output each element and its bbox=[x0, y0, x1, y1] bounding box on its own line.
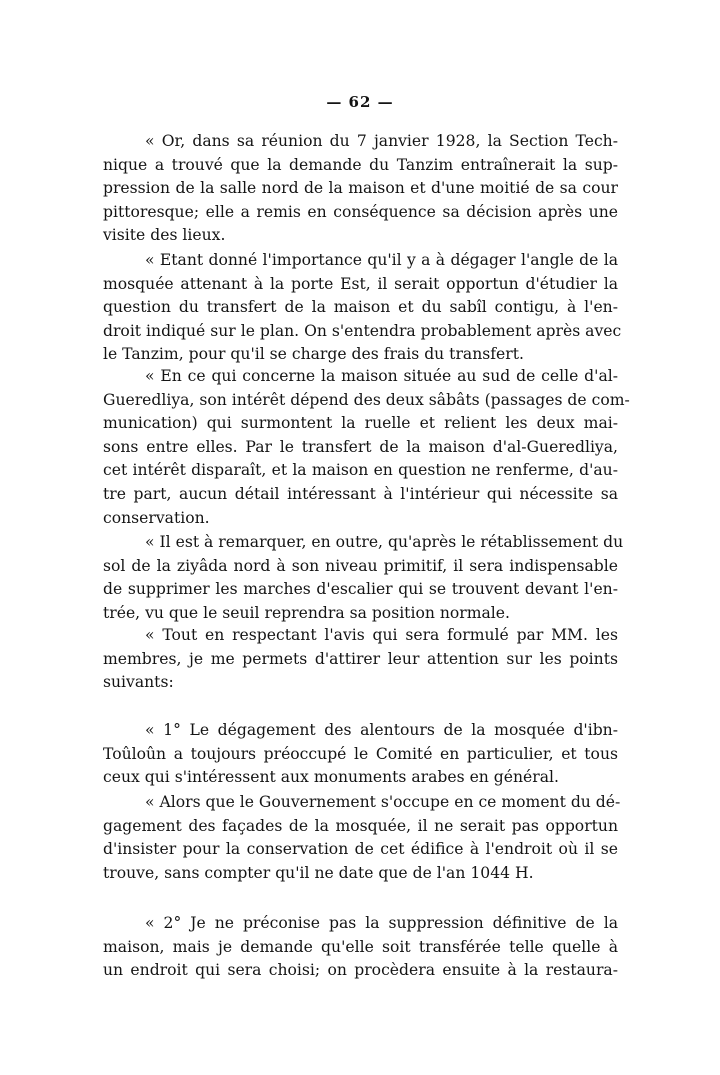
text-line: visite des lieux. bbox=[103, 226, 226, 245]
paragraph bbox=[103, 624, 618, 695]
text-line: trouve, sans compter qu'il ne date que de l'an 1044 H. bbox=[103, 863, 534, 882]
text-line: « 1° Le dégagement des alentours de la mosquée d'ibn- bbox=[145, 721, 618, 739]
text-line: « 2° Je ne préconise pas la suppression définitive de la bbox=[145, 914, 618, 932]
text-line: « Alors que le Gouvernement s'occupe en ce moment du dé- bbox=[145, 793, 621, 811]
text-line: munication) qui surmontent la ruelle et relient les deux mai- bbox=[103, 414, 618, 433]
text-line: suivants: bbox=[103, 673, 174, 692]
text-line: ceux qui s'intéressent aux monuments arabes en général. bbox=[103, 768, 559, 787]
text-line: « En ce qui concerne la maison située au sud de celle d'al- bbox=[145, 367, 618, 385]
text-line: « Il est à remarquer, en outre, qu'après le rétablissement du bbox=[145, 533, 624, 551]
paragraph bbox=[103, 531, 624, 625]
page-number: — 62 — bbox=[326, 93, 394, 111]
text-line: nique a trouvé que la demande du Tanzim entraînerait la sup- bbox=[103, 155, 618, 174]
paragraph bbox=[103, 365, 630, 530]
text-line: Gueredliya, son intérêt dépend des deux sâbâts (passages de com- bbox=[103, 390, 630, 409]
text-line: de supprimer les marches d'escalier qui se trouvent devant l'en- bbox=[103, 580, 618, 599]
text-line: « Tout en respectant l'avis qui sera formulé par MM. les bbox=[145, 626, 618, 644]
text-line: pression de la salle nord de la maison et d'une moitié de sa cour bbox=[103, 179, 618, 198]
text-line: cet intérêt disparaît, et la maison en question ne renferme, d'au- bbox=[103, 461, 618, 480]
text-line: un endroit qui sera choisi; on procèdera ensuite à la restaura- bbox=[103, 961, 618, 980]
text-line: maison, mais je demande qu'elle soit transférée telle quelle à bbox=[103, 937, 618, 956]
text-line: question du transfert de la maison et du sabîl contigu, à l'en- bbox=[103, 298, 618, 317]
text-line: « Etant donné l'importance qu'il y a à dégager l'angle de la bbox=[145, 251, 618, 269]
text-line: conservation. bbox=[103, 508, 210, 527]
paragraph bbox=[103, 719, 618, 790]
text-line: le Tanzim, pour qu'il se charge des frais du transfert. bbox=[103, 345, 524, 364]
text-line: « Or, dans sa réunion du 7 janvier 1928, la Section Tech- bbox=[145, 132, 618, 150]
text-line: pittoresque; elle a remis en conséquence sa décision après une bbox=[103, 202, 618, 221]
paragraph bbox=[103, 912, 618, 983]
text-line: sol de la ziyâda nord à son niveau primitif, il sera indispensable bbox=[103, 556, 618, 575]
text-line: membres, je me permets d'attirer leur attention sur les points bbox=[103, 649, 618, 668]
text-line: droit indiqué sur le plan. On s'entendra probablement après avec bbox=[103, 321, 622, 340]
paragraph bbox=[103, 791, 621, 885]
text-line: d'insister pour la conservation de cet édifice à l'endroit où il se bbox=[103, 840, 618, 859]
paragraph bbox=[103, 130, 618, 248]
text-line: sons entre elles. Par le transfert de la maison d'al-Gueredliya, bbox=[103, 437, 618, 456]
text-line: trée, vu que le seuil reprendra sa position normale. bbox=[103, 603, 510, 622]
paragraph bbox=[103, 249, 622, 367]
text-line: tre part, aucun détail intéressant à l'intérieur qui nécessite sa bbox=[103, 484, 618, 503]
text-line: gagement des façades de la mosquée, il ne serait pas opportun bbox=[103, 816, 618, 835]
text-line: mosquée attenant à la porte Est, il serait opportun d'étudier la bbox=[103, 274, 618, 293]
text-line: Toûloûn a toujours préoccupé le Comité en particulier, et tous bbox=[103, 744, 618, 763]
